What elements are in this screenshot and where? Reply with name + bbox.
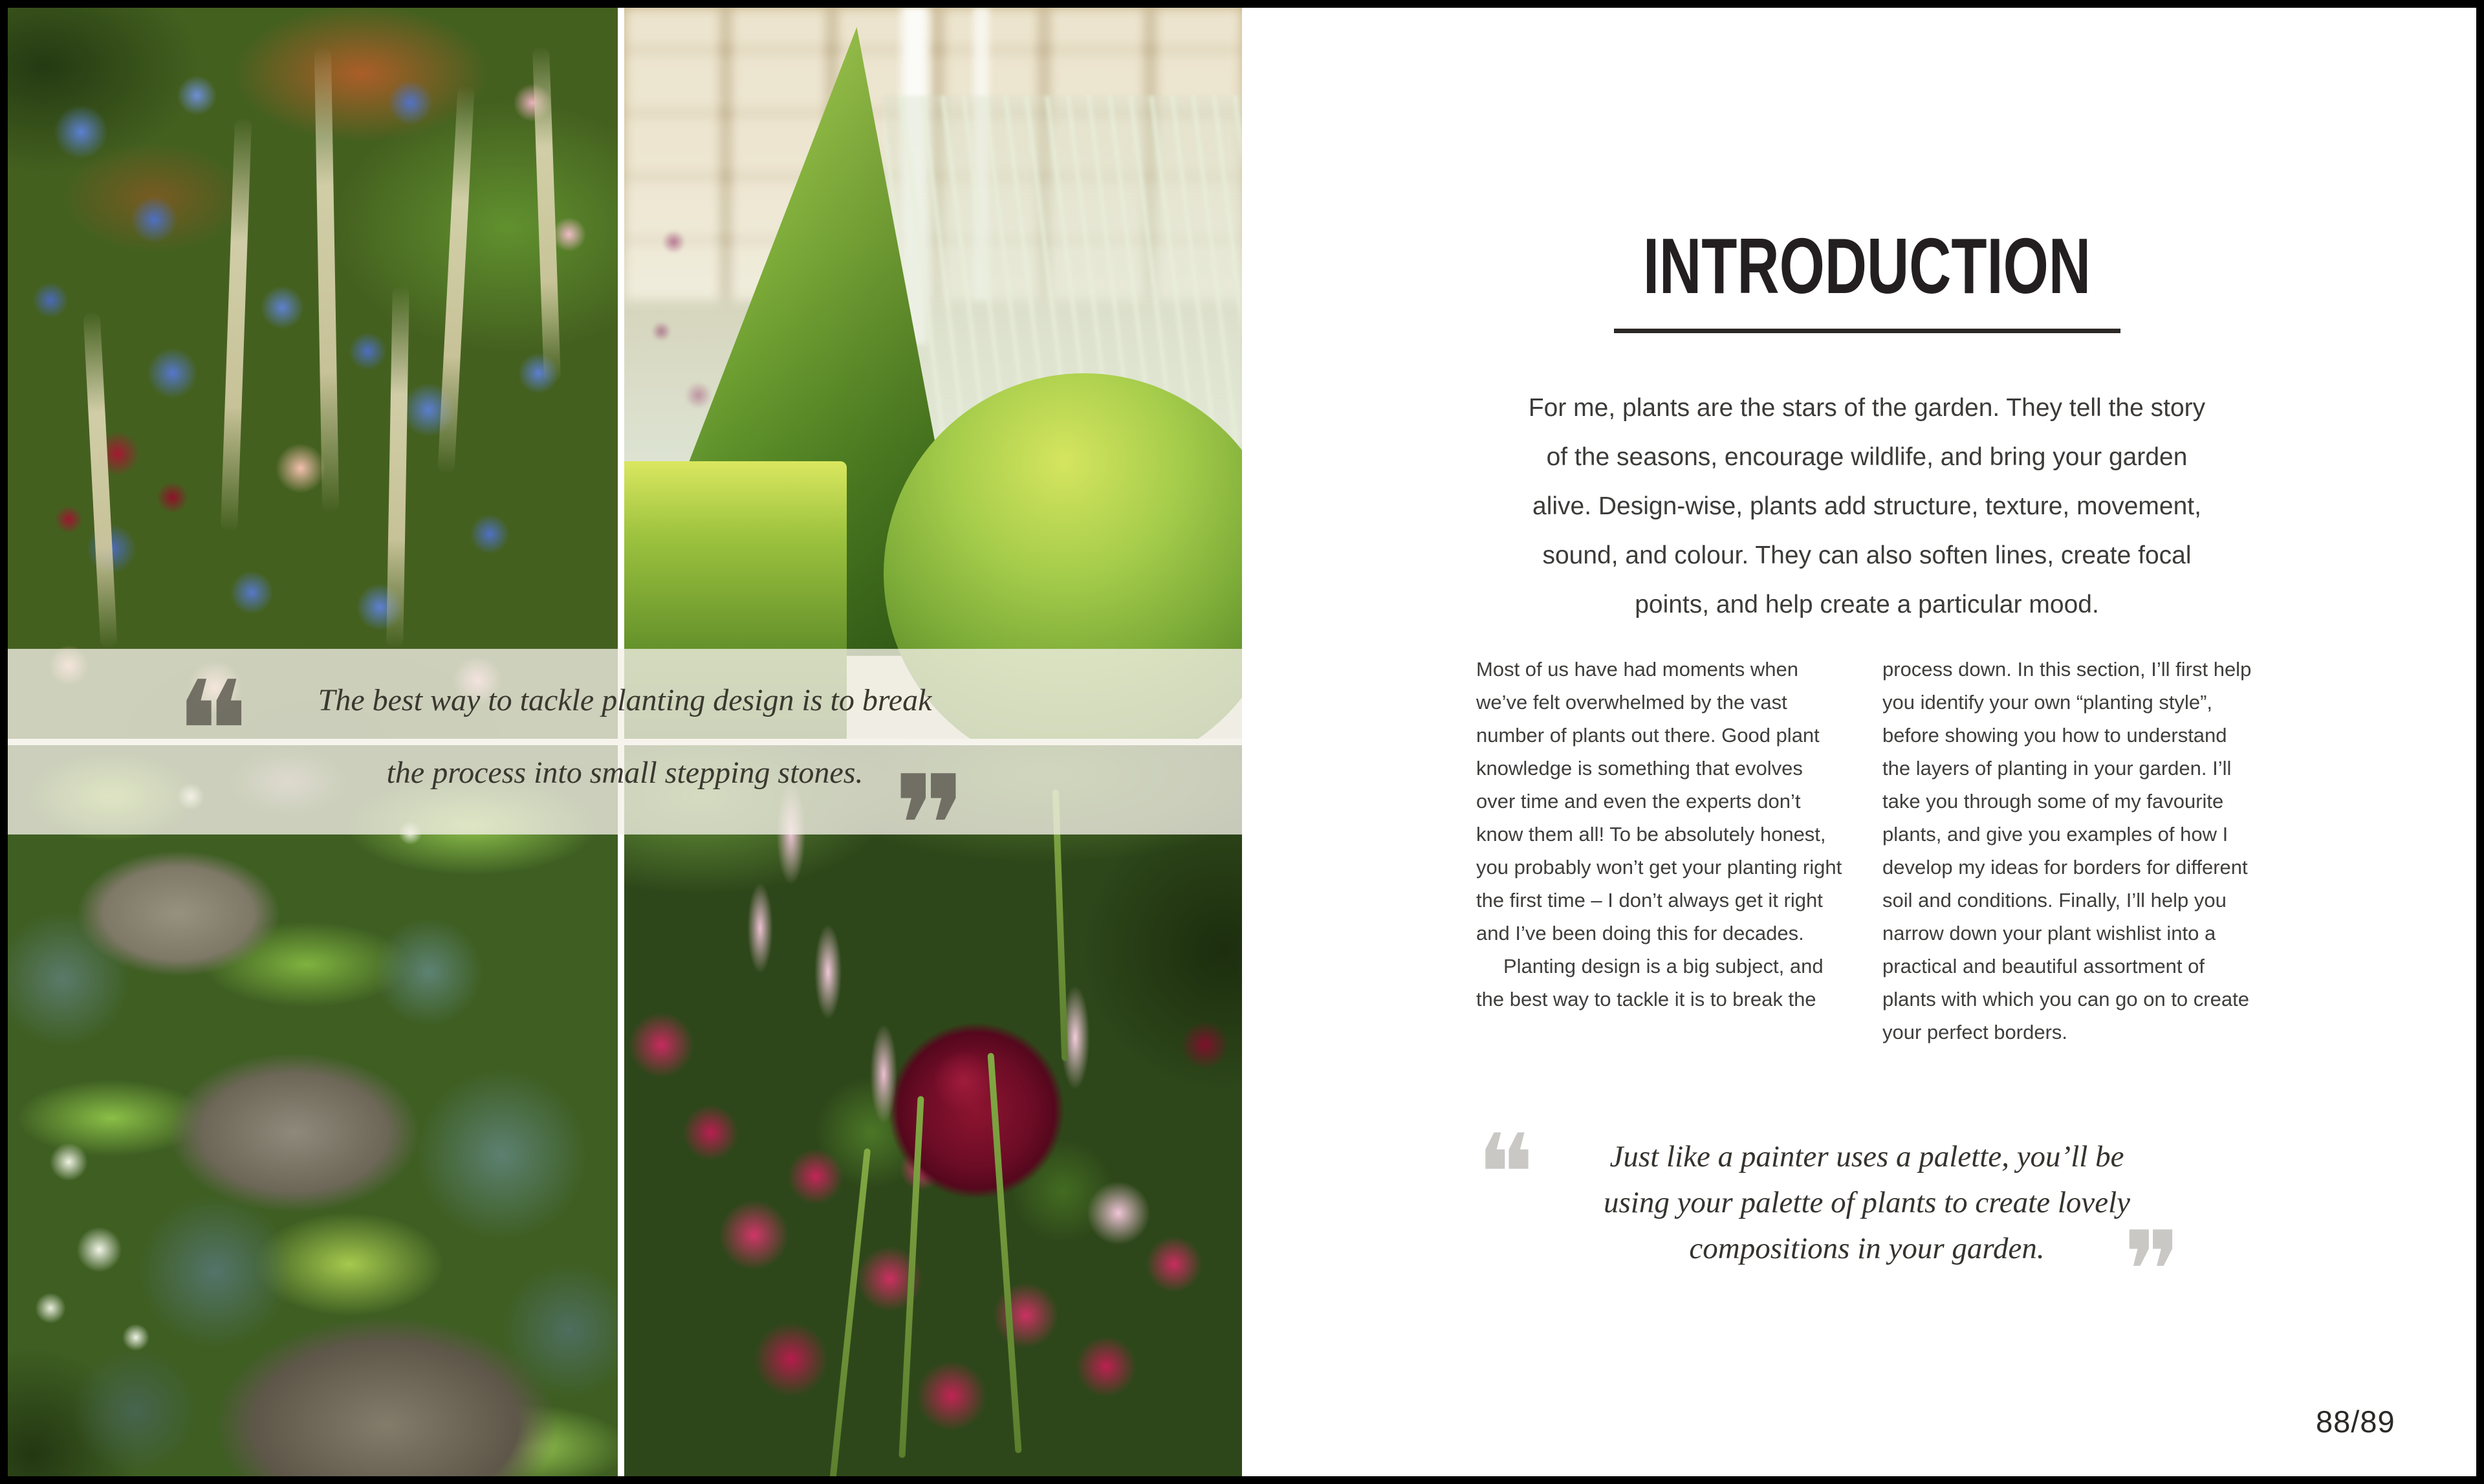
verbascum-spike-shape bbox=[386, 286, 409, 648]
heading-rule bbox=[1614, 329, 2120, 333]
page-number: 88/89 bbox=[2316, 1404, 2395, 1439]
close-quote-icon: ❞ bbox=[2123, 1208, 2182, 1335]
verbascum-spike-shape bbox=[532, 47, 561, 384]
flower-stem-shape bbox=[899, 1097, 924, 1459]
pull-quote-line: compositions in your garden. bbox=[1689, 1232, 2045, 1265]
open-quote-icon: ❝ bbox=[1476, 1111, 1535, 1238]
flower-stem-shape bbox=[829, 1148, 871, 1476]
page-title: INTRODUCTION bbox=[1642, 222, 2091, 310]
intro-line: points, and help create a particular mood. bbox=[1635, 591, 2099, 618]
body-columns bbox=[1476, 653, 2258, 1049]
verbascum-spike-shape bbox=[437, 85, 474, 474]
body-column-left bbox=[1476, 653, 1846, 1049]
intro-line: alive. Design-wise, plants add structure, texture, movement, bbox=[1532, 492, 2201, 520]
verbascum-spike-shape bbox=[314, 47, 340, 512]
open-quote-icon: ❝ bbox=[175, 651, 250, 813]
intro-line: of the seasons, encourage wildlife, and bring your garden bbox=[1546, 443, 2188, 471]
close-quote-icon: ❞ bbox=[893, 745, 968, 908]
body-column-right bbox=[1882, 653, 2258, 1049]
body-paragraph: process down. In this section, I’ll first help you identify your own “planting style”, before showing you how to understand the layers of planting in your garden. I’ll take you through some of my favourite plants, and give you examples of how I develop my ideas for borders for different soil and conditions. Finally, I’ll help you narrow down your plant wishlist into a practical and beautiful assortment of plants with which you can go on to create your perfect borders. bbox=[1882, 658, 2252, 1043]
right-page-content bbox=[1476, 8, 2258, 1335]
photo-stepping-stones bbox=[8, 745, 618, 1476]
photo-wildflower-border bbox=[8, 8, 618, 739]
overlay-quote-line: The best way to tackle planting design is to break bbox=[318, 683, 932, 717]
right-page bbox=[1242, 8, 2476, 1476]
pull-quote bbox=[1476, 1111, 2258, 1335]
overlay-quote-line: the process into small stepping stones. bbox=[386, 756, 864, 790]
flower-stem-shape bbox=[987, 1053, 1021, 1453]
verbascum-spike-shape bbox=[83, 312, 117, 649]
pull-quote-line: using your palette of plants to create lovely bbox=[1603, 1186, 2131, 1219]
left-page bbox=[8, 8, 1242, 1476]
intro-line: sound, and colour. They can also soften lines, create focal bbox=[1542, 541, 2192, 569]
body-paragraph: Most of us have had moments when we’ve felt overwhelmed by the vast number of plants out there. Good plant knowledge is something that evolves over time and even the experts don’t know them all! To be absolutely honest, you probably won’t get your planting right the first time – I don’t always get it right and I’ve been doing this for decades. bbox=[1476, 658, 1842, 944]
photo-topiary bbox=[624, 8, 1242, 739]
intro-paragraph bbox=[1476, 384, 2258, 629]
verbascum-spike-shape bbox=[221, 118, 252, 532]
intro-line: For me, plants are the stars of the garden. They tell the story bbox=[1528, 394, 2206, 422]
pull-quote-line: Just like a painter uses a palette, you’ll be bbox=[1609, 1140, 2124, 1173]
body-paragraph: Planting design is a big subject, and the best way to tackle it is to break the bbox=[1476, 955, 1824, 1010]
